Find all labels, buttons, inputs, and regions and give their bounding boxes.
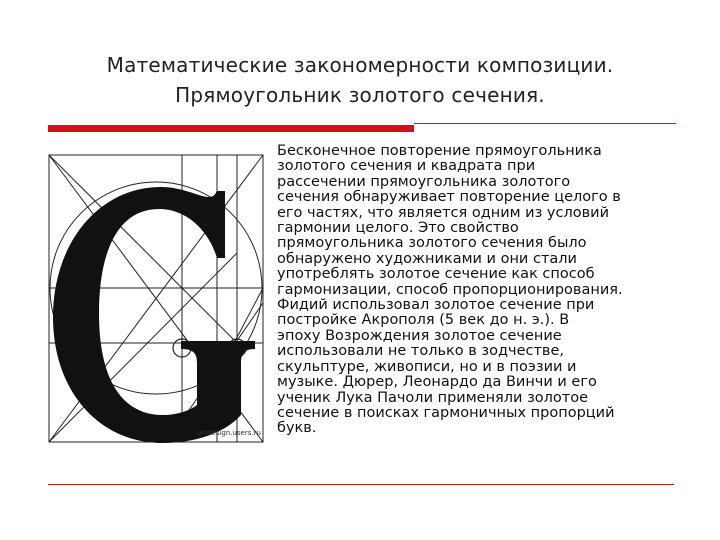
body-line: обнаружено художниками и они стали [277, 250, 577, 267]
body-line: его частях, что является одним из условий [277, 204, 610, 221]
body-line: Фидий использовал золотое сечение при [277, 297, 595, 314]
body-line: использовали не только в зодчестве, [277, 343, 564, 360]
body-paragraph [277, 144, 697, 437]
top-divider [414, 123, 676, 124]
figure-watermark: artdesign.users.ru [197, 429, 261, 437]
body-line: употреблять золотое сечение как способ [277, 266, 595, 283]
slide-title-line-2: Прямоугольник золотого сечения. [175, 83, 545, 107]
body-line: сечения обнаруживает повторение целого в [277, 189, 621, 206]
body-line: сечение в поисках гармоничных пропорций [277, 404, 615, 421]
body-line: гармонии целого. Это свойство [277, 220, 519, 237]
body-line: золотого сечения и квадрата при [277, 158, 536, 175]
body-line: эпоху Возрождения золотое сечение [277, 327, 562, 344]
slide-title-line-1: Математические закономерности композиции. [106, 53, 614, 77]
body-line: музыке. Дюрер, Леонардо да Винчи и его [277, 374, 597, 391]
body-line: постройке Акрополя (5 век до н. э.). В [277, 312, 570, 329]
bottom-divider [48, 484, 674, 485]
letter-g-construction-drawing [47, 153, 265, 444]
body-line: Бесконечное повторение прямоугольника [277, 143, 602, 159]
body-line: букв. [277, 420, 317, 437]
accent-bar [48, 125, 414, 132]
body-line: ученик Лука Пачоли применяли золотое [277, 389, 589, 406]
golden-ratio-letter-g-figure [47, 153, 265, 444]
body-line: рассечении прямоугольника золотого [277, 173, 571, 190]
body-line: скульптуре, живописи, но и в поэзии и [277, 358, 577, 375]
body-line: гармонизации, способ пропорционирования. [277, 281, 623, 298]
body-line: прямоугольника золотого сечения было [277, 235, 587, 252]
slide-title [40, 50, 680, 110]
